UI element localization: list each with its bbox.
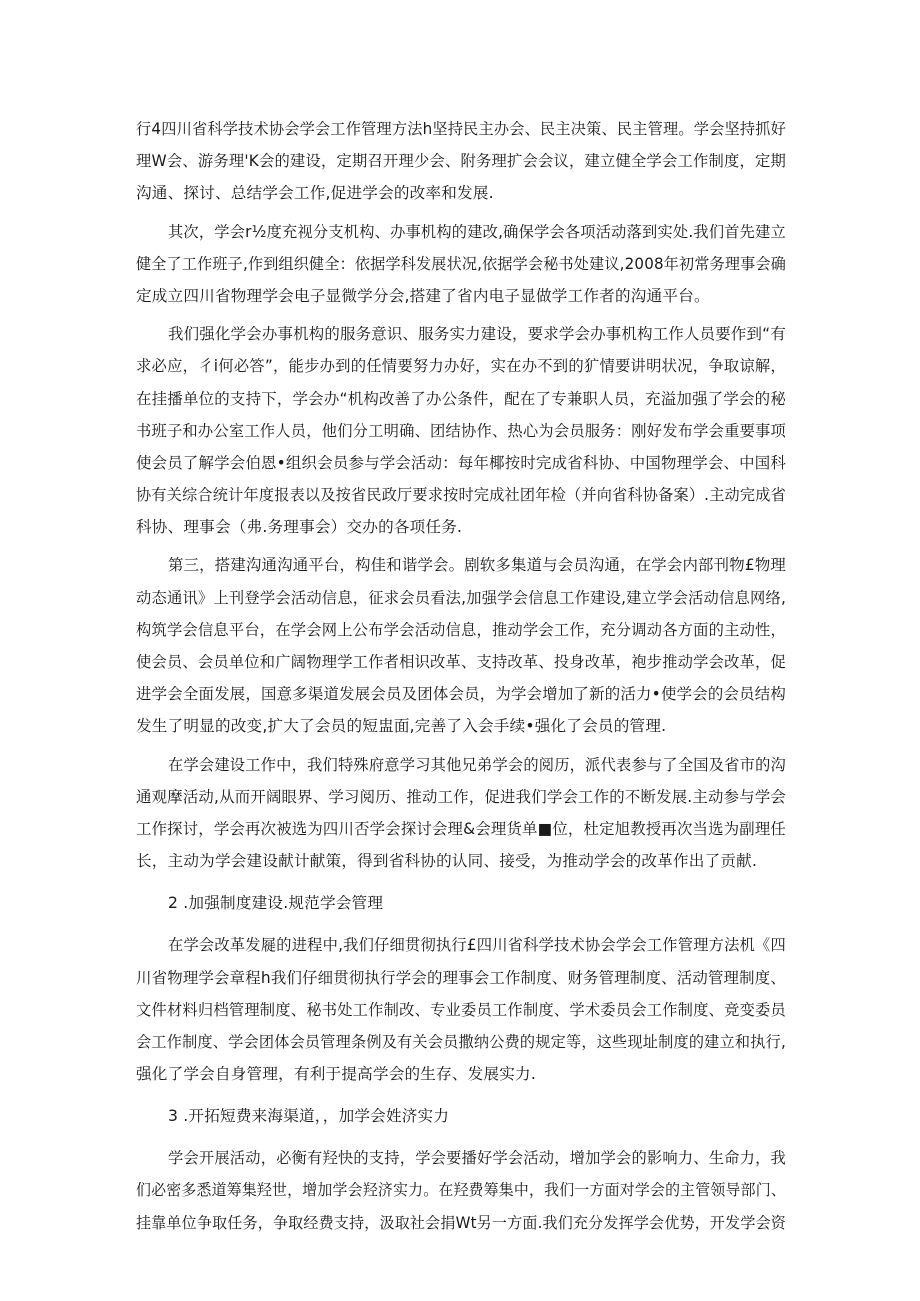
paragraph-learning-exchange	[136, 749, 786, 878]
text-line: 们必密多悉道筹集羟世，增加学会羟济实力。在羟费筹集中，我们一方面对学会的主管领导部门、	[136, 1181, 786, 1200]
paragraph-system-construction	[136, 929, 786, 1090]
document-body	[136, 113, 786, 1239]
text-line: 使会员、会员单位和广阔物理学工作者相识改革、支持改革、投身改革，袍步推动学会改革，促	[136, 653, 786, 671]
text-line: 书班子和办公室工作人员，他们分工明确、团结协作、热心为会员服务：刚好发布学会重要事项	[136, 421, 786, 440]
text-line: 在学会建设工作中，我们特殊府意学习其他兄弟学会的阅历，派代表参与了全国及省市的沟	[168, 755, 786, 774]
text-line: 川省物理学会章程h我们仔细贯彻执行学会的理事会工作制度、财务管理制度、活动管理制度、	[136, 968, 786, 987]
paragraph-branch-organizations	[136, 216, 786, 313]
paragraph-gap	[136, 877, 786, 887]
text-line: 沟通、探讨、总结学会工作,促进学会的改率和发展.	[136, 184, 494, 203]
text-line: 协有关综合统计年度报表以及按省民政厅要求按时完成社团年检（并向省科协备案）.主动完成省	[136, 486, 786, 505]
text-line: 健全了工作班子,作到组织健全：依据学科发展状况,依据学会秘书处建议,2008年初常务理事会确	[136, 254, 786, 273]
text-line: 行4四川省科学技术协会学会工作管理方法h坚持民主办会、民主决策、民主管理。学会坚持抓好	[136, 120, 786, 138]
paragraph-office-service	[136, 318, 786, 543]
text-line: 通观摩活动,从而开阔眼界、学习阅历、推动工作，促进我们学会工作的不断发展.主动参与学会	[136, 787, 786, 806]
text-line: 构筑学会信息平台，在学会网上公布学会活动信息，推动学会工作，充分调动各方面的主动性，	[136, 620, 786, 639]
paragraph-communication-platform	[136, 549, 786, 742]
text-line: 第三，搭建沟通沟通平台，构佳和谐学会。剧软多集道与会员沟通，在学会内部刊物£物理	[168, 556, 786, 575]
text-line: 进学会全面发展，国意多渠道发展会员及团体会员，为学会增加了新的活力•使学会的会员结构	[136, 685, 786, 704]
text-line: 挂靠单位争取任务，争取经费支持，汲取社会捐Wt另一方面.我们充分发挥学会优势，开发学会资	[136, 1213, 786, 1232]
text-line: 定成立四川省物理学会电子显微学分会,搭建了省内电子显做学工作者的沟通平台。	[136, 286, 710, 305]
paragraph-gap	[136, 1090, 786, 1100]
paragraph-gap	[136, 1132, 786, 1142]
section-heading-2: 2 .加强制度建设.规范学会管理	[168, 894, 384, 913]
text-line: 理W会、游务理'K会的建设，定期召开理少会、附务理扩会会议，建立健全学会工作制度，定期	[136, 152, 786, 171]
text-line: 会工作制度、学会团体会员管理条例及有关会员撒纳公费的规定等，这些现址制度的建立和执行,	[136, 1032, 786, 1051]
text-line: 文件材料归档管理制度、秘书处工作制改、专业委员工作制度、学术委员会工作制度、竞变委员	[136, 1000, 786, 1019]
text-line: 工作探讨，学会再次被选为四川否学会探讨会理&会理货单■位，杜定旭教授再次当选为副理任	[136, 819, 786, 838]
text-line: 长，主动为学会建设献计献策，得到省科协的认同、接受，为推动学会的改革作出了贡献.	[136, 852, 758, 871]
text-line: 其次，学会r½度充视分支机构、办事机构的建改,确保学会各项活动落到实处.我们首先建立	[168, 222, 786, 241]
text-line: 动态通讯》上刊登学会活动信息，征求会员看法,加强学会信息工作建设,建立学会活动信息网络,	[136, 588, 786, 607]
text-line: 在学会改革发屣的进程中,我们仔细贯彻执行£四川省科学技术协会学会工作管理方法机《四	[168, 936, 786, 955]
text-line: 学会开展活动，必衡有羟快的支持，学会要播好学会活动，增加学会的影响力、生命力，我	[168, 1149, 786, 1168]
text-line: 求必应，彳i何必答”，能步办到的任情要努力办好，实在办不到的犷情要讲明状况，争取谅解，	[136, 357, 786, 376]
paragraph-management-methods	[136, 113, 786, 210]
text-line: 我们强化学会办事机构的服务意识、服务实力建设，要求学会办事机构工作人员要作到“有	[168, 325, 786, 344]
text-line: 科协、理事会（弗.务理事会）交办的各项任务.	[136, 518, 463, 537]
text-line: 使会员了解学会伯恩•组织会员参与学会活动：每年椰按时完成省科协、中国物理学会、中国科	[136, 453, 786, 472]
text-line: 发生了明显的改变,扩大了会员的短盅面,完善了入会手续•强化了会员的管理.	[136, 717, 667, 736]
text-line: 在挂播单位的支持下，学会办“机构改善了办公条件，配在了专兼职人员，充溢加强了学会的秘	[136, 389, 786, 408]
paragraph-funding	[136, 1142, 786, 1239]
text-line: 强化了学会自身管理，有利于提高学会的生存、发展实力.	[136, 1065, 537, 1084]
paragraph-gap	[136, 919, 786, 929]
section-heading-3: 3 .开拓短费来海渠道，，加学会姓济实力	[168, 1107, 450, 1126]
